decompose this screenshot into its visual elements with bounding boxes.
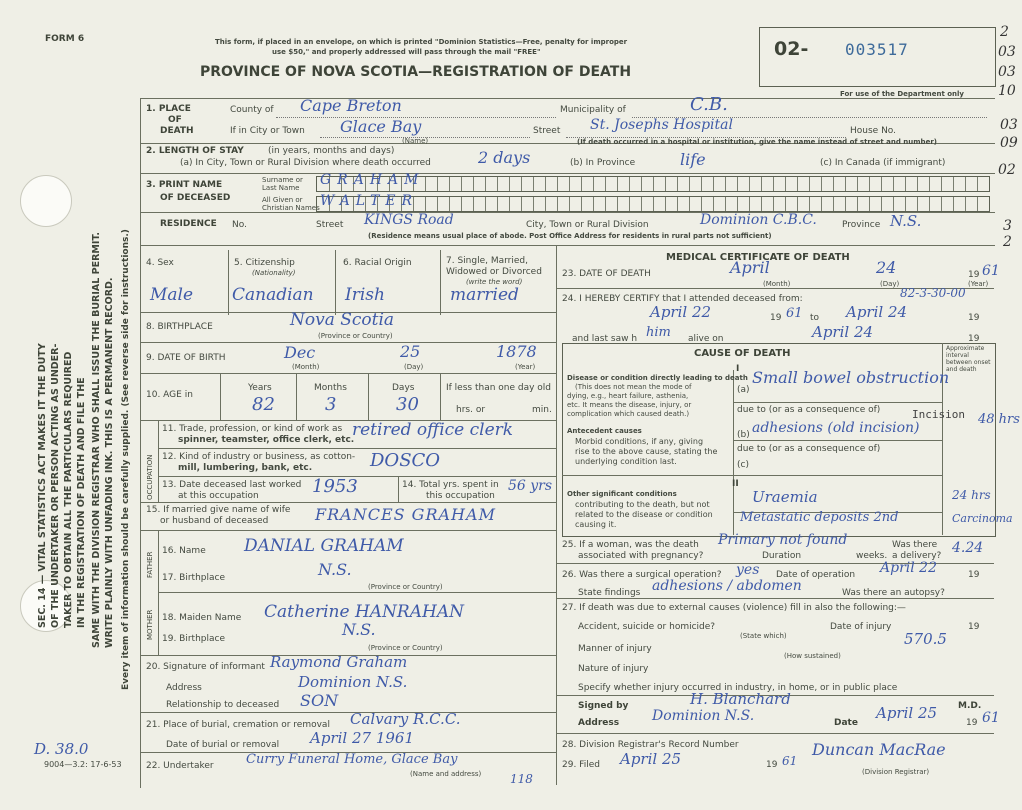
informant-label: 20. Signature of informant: [146, 662, 265, 672]
trade-value: retired office clerk: [352, 420, 514, 440]
spouse-label-2: or husband of deceased: [160, 516, 269, 526]
signed-by-value: H. Blanchard: [690, 690, 791, 708]
registration-prefix: 02-: [774, 38, 809, 60]
q25-code: 4.24: [952, 540, 984, 556]
informant-value: Raymond Graham: [270, 653, 408, 671]
last-worked-label-2: at this occupation: [178, 491, 259, 501]
alive-on-label: alive on: [688, 334, 724, 344]
date-op-label: Date of operation: [776, 570, 856, 580]
place-label-1: 1. PLACE: [146, 104, 191, 114]
mother-birth-value: N.S.: [342, 620, 376, 639]
stay-c-label: (c) In Canada (if immigrant): [820, 158, 946, 168]
death-day-note: (Day): [880, 280, 900, 288]
disease-label-4: etc. It means the disease, injury, or: [567, 401, 692, 409]
last-saw-label: and last saw h: [572, 334, 638, 344]
residence-note: (Residence means usual place of abode. Post Office Address for residents in rural parts not sufficient): [368, 232, 772, 240]
how-sustained-note: (How sustained): [784, 652, 841, 660]
birthplace-label: 8. BIRTHPLACE: [146, 322, 213, 332]
death-month-note: (Month): [763, 280, 791, 288]
q25-label-1: 25. If a woman, was the death: [562, 540, 699, 550]
margin-code-8: 3: [1003, 218, 1012, 234]
top-rule: [140, 98, 995, 99]
other-label-1: Other significant conditions: [567, 490, 677, 498]
print-code: 9004—3.2: 17-6-53: [44, 760, 122, 769]
rule-signature: [556, 733, 994, 734]
age-days-value: 30: [396, 394, 419, 415]
residence-province-value: N.S.: [890, 212, 922, 230]
total-years-label-2: this occupation: [426, 491, 495, 501]
dob-day-note: (Day): [404, 363, 424, 371]
q29-label: 29. Filed: [562, 760, 600, 770]
cause-c-marker: (c): [737, 460, 749, 470]
cause-title: CAUSE OF DEATH: [694, 348, 791, 359]
rule-cause-a: [733, 402, 942, 403]
op-date-value: April 22: [880, 560, 937, 576]
q27-label: 27. If death was due to external causes (violence) fill in also the following:—: [562, 603, 906, 613]
burial-date-value: April 27 1961: [310, 729, 414, 747]
cause-b-value: adhesions (old incision): [752, 420, 920, 436]
disease-label-3: dying, e.g., heart failure, asthenia,: [567, 392, 689, 400]
death-year-prefix: 19: [968, 270, 980, 280]
md-label: M.D.: [958, 701, 982, 711]
stay-a-value: 2 days: [478, 148, 531, 167]
q28-label: 28. Division Registrar's Record Number: [562, 740, 739, 750]
side-text-3: TAKER TO OBTAIN ALL THE PARTICULARS REQUIRED: [63, 351, 74, 628]
mother-birth-label: 19. Birthplace: [162, 634, 225, 644]
incision-typed: Incision: [912, 408, 965, 421]
roman-one: I: [736, 364, 740, 374]
margin-code-6: 09: [1000, 135, 1018, 151]
dob-label: 9. DATE OF BIRTH: [146, 353, 226, 363]
cause-b-due-to: due to (or as a consequence of): [737, 444, 881, 454]
q25-value: Primary not found: [718, 532, 848, 548]
manner-label: Manner of injury: [578, 644, 652, 654]
side-text-7: Every item of information should be carefully supplied. (See reverse side for instructions.): [121, 229, 131, 690]
q26-value: yes: [736, 562, 760, 578]
div-sex: [228, 250, 229, 315]
days-label: Days: [392, 383, 415, 393]
weeks-label: weeks.: [856, 551, 888, 561]
birthplace-note: (Province or Country): [318, 332, 393, 340]
rule-after-residence: [140, 245, 995, 246]
signer-address-label: Address: [578, 718, 620, 728]
cert-code-value: 82-3-30-00: [900, 286, 966, 300]
signer-date-value: April 25: [876, 704, 938, 722]
div-racial: [440, 250, 441, 315]
father-name-value: DANIAL GRAHAM: [244, 536, 404, 556]
name-grid-cell: [965, 177, 978, 191]
margin-code-5: 03: [1000, 117, 1018, 133]
registration-number: 003517: [845, 40, 909, 59]
father-name-label: 16. Name: [162, 546, 206, 556]
relationship-value: SON: [300, 691, 339, 710]
racial-value: Irish: [345, 285, 385, 305]
signed-by-label: Signed by: [578, 701, 629, 711]
father-birth-value: N.S.: [318, 560, 352, 579]
punch-hole-top: [20, 175, 72, 227]
city-value: Glace Bay: [340, 117, 422, 136]
answer-column-divider: [733, 370, 734, 535]
attended-from-value: April 22: [650, 303, 712, 321]
delivery-label-1: Was there: [892, 540, 938, 550]
father-birth-note: (Province or Country): [368, 583, 443, 591]
citizenship-value: Canadian: [232, 285, 314, 305]
cause-b-marker: (b): [737, 430, 750, 440]
other-condition-1: Uraemia: [752, 488, 818, 506]
industry-label-2: mill, lumbering, bank, etc.: [178, 463, 313, 473]
filed-year-prefix: 19: [766, 760, 778, 770]
mother-name-label: 18. Maiden Name: [162, 613, 242, 623]
attended-year-prefix: 19: [770, 313, 782, 323]
cause-interval-value: 48 hrs: [978, 412, 1020, 427]
father-label: FATHER: [146, 551, 154, 578]
marital-label-3: (write the word): [466, 278, 523, 286]
margin-code-7: 02: [998, 162, 1016, 178]
rule-father: [158, 592, 556, 593]
registrar-signature: Duncan MacRae: [812, 740, 946, 759]
state-which-note: (State which): [740, 632, 787, 640]
stay-label: 2. LENGTH OF STAY: [146, 146, 244, 156]
relationship-label: Relationship to deceased: [166, 700, 280, 710]
notice-line-1: This form, if placed in an envelope, on which is printed "Dominion Statistics—Free, penalty for improper: [215, 38, 628, 46]
citizenship-label-1: 5. Citizenship: [234, 258, 295, 268]
findings-value: adhesions / abdomen: [652, 578, 802, 594]
margin-code-4: 10: [998, 83, 1016, 99]
duration-label: Duration: [762, 551, 802, 561]
undertaker-number: 118: [510, 772, 533, 786]
filed-year-value: 61: [782, 754, 798, 768]
mother-name-value: Catherine HANRAHAN: [264, 602, 464, 622]
death-month-value: April: [730, 258, 770, 277]
manner-code: 570.5: [904, 630, 947, 648]
stay-a-label: (a) In City, Town or Rural Division where death occurred: [180, 158, 431, 168]
other-label-4: causing it.: [575, 520, 617, 529]
accident-label: Accident, suicide or homicide?: [578, 622, 716, 632]
print-name-label-2: OF DECEASED: [160, 193, 231, 203]
signer-year-value: 61: [982, 710, 1000, 726]
margin-code-2: 03: [998, 44, 1016, 60]
margin-code-1: 2: [1000, 24, 1009, 40]
industry-label-1: 12. Kind of industry or business, as cotton-: [162, 452, 356, 462]
sex-value: Male: [150, 285, 194, 305]
side-text-6: WRITE PLAINLY WITH UNFADING INK. THIS IS A PERMANENT RECORD.: [104, 277, 115, 648]
street-label: Street: [533, 126, 561, 136]
spouse-label-1: 15. If married give name of wife: [146, 505, 291, 515]
rule-cause-split: [562, 475, 942, 476]
cause-a-due-to: due to (or as a consequence of): [737, 405, 881, 415]
house-no-label: House No.: [850, 126, 897, 136]
city-town-label: If in City or Town: [230, 126, 305, 136]
nature-label: Nature of injury: [578, 664, 649, 674]
last-saw-value: him: [646, 325, 671, 340]
industry-value: DOSCO: [370, 450, 441, 471]
street-value: St. Josephs Hospital: [590, 117, 733, 133]
rule-cause-b: [733, 440, 942, 441]
burial-place-value: Calvary R.C.C.: [350, 710, 461, 728]
date-injury-label: Date of injury: [830, 622, 892, 632]
dob-day-value: 25: [400, 342, 421, 361]
last-worked-value: 1953: [312, 476, 358, 497]
place-label-3: DEATH: [160, 126, 194, 136]
rule-informant: [140, 712, 556, 713]
city-name-note: (Name): [402, 137, 429, 145]
undertaker-value: Curry Funeral Home, Glace Bay: [246, 752, 458, 767]
side-text-4: IN THE REGISTRATION OF DEATH AND FILE THE: [76, 377, 87, 628]
place-label-2: OF: [168, 115, 182, 125]
undertaker-note: (Name and address): [410, 770, 482, 778]
div-age-2: [296, 373, 297, 420]
rule-26: [556, 598, 994, 599]
op-year-prefix: 19: [968, 570, 980, 580]
spouse-value: FRANCES GRAHAM: [315, 505, 496, 524]
given-label-2: Christian Names: [262, 204, 320, 212]
total-years-value: 56 yrs: [508, 478, 553, 494]
residence-street-label: Street: [316, 220, 344, 230]
signer-address-value: Dominion N.S.: [652, 708, 755, 724]
residence-label: RESIDENCE: [160, 219, 217, 229]
residence-city-label: City, Town or Rural Division: [526, 220, 649, 230]
medical-certificate-title: MEDICAL CERTIFICATE OF DEATH: [666, 252, 850, 263]
attended-from-year: 61: [786, 306, 803, 321]
sex-label: 4. Sex: [146, 258, 174, 268]
marital-value: married: [450, 285, 519, 305]
signer-year-prefix: 19: [966, 718, 978, 728]
div-citizen: [335, 250, 336, 315]
mother-label: MOTHER: [146, 609, 154, 640]
given-label-1: All Given or: [262, 196, 303, 204]
date-death-label: 23. DATE OF DEATH: [562, 269, 651, 279]
undertaker-label: 22. Undertaker: [146, 761, 214, 771]
injury-year-prefix: 19: [968, 622, 980, 632]
other-condition-2: Metastatic deposits 2nd: [740, 510, 899, 525]
autopsy-label: Was there an autopsy?: [842, 588, 945, 598]
signer-date-label: Date: [834, 718, 858, 728]
rule-row-8: [140, 342, 556, 343]
side-text-5: SAME WITH THE DIVISION REGISTRAR WHO SHALL ISSUE THE BURIAL PERMIT.: [91, 231, 102, 648]
div-age-1: [220, 373, 221, 420]
attended-to-year-prefix: 19: [968, 313, 980, 323]
rule-row-14: [140, 502, 556, 503]
occupation-divider: [158, 420, 159, 502]
cause-a-value: Small bowel obstruction: [752, 368, 950, 387]
min-label: min.: [532, 405, 552, 415]
other-interval-1: 24 hrs: [952, 488, 991, 502]
years-label: Years: [248, 383, 272, 393]
less-day-label: If less than one day old: [446, 383, 552, 393]
dob-year-note: (Year): [515, 363, 536, 371]
county-value: Cape Breton: [300, 96, 402, 115]
birthplace-value: Nova Scotia: [290, 310, 395, 330]
other-label-3: related to the disease or condition: [575, 510, 713, 519]
notice-line-2: use $50," and properly addressed will pass through the mail "FREE": [272, 48, 541, 56]
q26-label: 26. Was there a surgical operation?: [562, 570, 722, 580]
hrs-label: hrs. or: [456, 405, 486, 415]
print-name-label-1: 3. PRINT NAME: [146, 180, 223, 190]
form-number: FORM 6: [45, 34, 85, 44]
side-text-1: SEC. 14 — VITAL STATISTICS ACT MAKES IT THE DUTY: [37, 343, 48, 628]
racial-label: 6. Racial Origin: [343, 258, 412, 268]
center-divider: [556, 245, 557, 785]
residence-no-label: No.: [232, 220, 247, 230]
antecedent-label-1: Antecedent causes: [567, 427, 642, 435]
age-months-value: 3: [325, 394, 337, 415]
findings-label: State findings: [578, 588, 641, 598]
antecedent-label-4: underlying condition last.: [575, 457, 677, 466]
disease-label-5: complication which caused death.): [567, 410, 690, 418]
antecedent-label-3: rise to the above cause, stating the: [575, 447, 718, 456]
trade-label-2: spinner, teamster, office clerk, etc.: [178, 435, 355, 445]
division-registrar-note: (Division Registrar): [862, 768, 930, 776]
stay-b-label: (b) In Province: [570, 158, 636, 168]
rule-row-9: [140, 373, 556, 374]
municipality-value: C.B.: [690, 94, 728, 115]
div-last-worked: [398, 476, 399, 502]
stay-note: (in years, months and days): [268, 146, 395, 156]
surname-label-2: Last Name: [262, 184, 300, 192]
marital-label-2: Widowed or Divorced: [446, 267, 542, 277]
dob-month-value: Dec: [284, 343, 316, 362]
margin-code-3: 03: [998, 64, 1016, 80]
last-worked-label-1: 13. Date deceased last worked: [162, 480, 302, 490]
roman-two: II: [732, 479, 739, 489]
attended-to-value: April 24: [846, 303, 908, 321]
div-age-3: [368, 373, 369, 420]
alive-on-value: April 24: [812, 323, 874, 341]
total-years-label-1: 14. Total yrs. spent in: [402, 480, 499, 490]
death-year-value: 61: [982, 263, 1000, 279]
certify-label: 24. I HEREBY CERTIFY that I attended deceased from:: [562, 294, 803, 304]
surname-label-1: Surname or: [262, 176, 303, 184]
disease-label-2: (This does not mean the mode of: [575, 383, 692, 391]
disease-label-1: Disease or condition directly leading to death: [567, 374, 748, 382]
interval-label: Approximate interval between onset and death: [946, 345, 991, 373]
rule-before-residence: [140, 212, 995, 213]
death-day-value: 24: [876, 258, 897, 277]
death-year-note: (Year): [968, 280, 989, 288]
age-years-value: 82: [252, 394, 275, 415]
occupation-label: OCCUPATION: [146, 454, 154, 500]
attended-to-label: to: [810, 313, 820, 323]
informant-address-label: Address: [166, 683, 202, 693]
mother-birth-note: (Province or Country): [368, 644, 443, 652]
county-label: County of: [230, 105, 274, 115]
trade-label-1: 11. Trade, profession, or kind of work as: [162, 424, 343, 434]
municipality-label: Municipality of: [560, 105, 626, 115]
residence-city-value: Dominion C.B.C.: [700, 212, 817, 228]
corner-code: D. 38.0: [34, 740, 89, 758]
form-title: PROVINCE OF NOVA SCOTIA—REGISTRATION OF DEATH: [200, 64, 632, 80]
dob-month-note: (Month): [292, 363, 320, 371]
marital-label-1: 7. Single, Married,: [446, 256, 528, 266]
department-label: For use of the Department only: [840, 90, 964, 98]
margin-code-9: 2: [1003, 234, 1012, 250]
informant-address-value: Dominion N.S.: [298, 673, 408, 691]
cause-a-marker: (a): [737, 385, 750, 395]
father-birth-label: 17. Birthplace: [162, 573, 225, 583]
antecedent-label-2: Morbid conditions, if any, giving: [575, 437, 704, 446]
q25-label-2: associated with pregnancy?: [578, 551, 704, 561]
specify-label: Specify whether injury occurred in industry, in home, or in public place: [578, 683, 898, 693]
dob-year-value: 1878: [496, 342, 537, 361]
delivery-label-2: a delivery?: [892, 551, 942, 561]
given-name-value: WALTER: [320, 193, 419, 209]
residence-province-label: Province: [842, 220, 881, 230]
filed-date-value: April 25: [620, 750, 682, 768]
burial-date-label: Date of burial or removal: [166, 740, 280, 750]
rule-row-15: [140, 530, 556, 531]
citizenship-label-2: (Nationality): [252, 269, 296, 277]
residence-street-value: KINGS Road: [364, 212, 454, 228]
other-label-2: contributing to the death, but not: [575, 500, 710, 509]
stay-b-value: life: [680, 150, 706, 169]
months-label: Months: [314, 383, 347, 393]
burial-place-label: 21. Place of burial, cremation or removal: [146, 720, 330, 730]
rule-row-11: [158, 448, 556, 449]
alive-year-prefix: 19: [968, 334, 980, 344]
other-interval-2: Carcinoma: [952, 512, 1013, 525]
rule-after-stay: [140, 173, 995, 174]
side-text-2: OF THE UNDERTAKER OR PERSON ACTING AS UNDER-: [50, 343, 61, 628]
name-grid-cell: [965, 197, 978, 211]
left-frame-line: [140, 98, 141, 788]
street-note: (If death occurred in a hospital or institution, give the name instead of street and number): [577, 138, 937, 146]
surname-value: GRAHAM: [320, 172, 425, 188]
div-age-4: [440, 373, 441, 420]
age-label: 10. AGE in: [146, 390, 193, 400]
